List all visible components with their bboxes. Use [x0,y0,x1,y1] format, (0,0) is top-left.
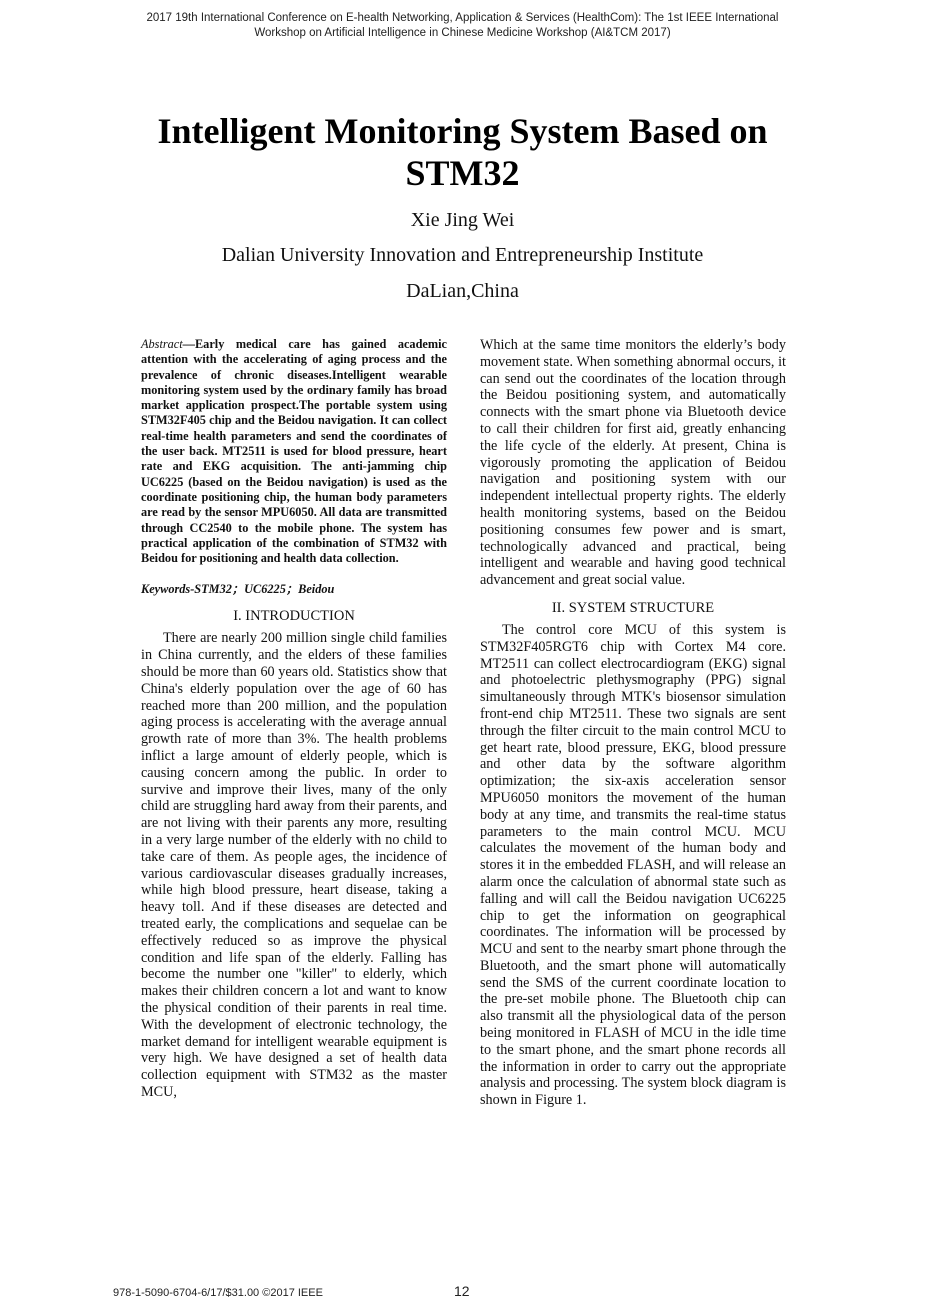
abstract [141,337,447,566]
section-heading-system-structure: II. SYSTEM STRUCTURE [551,599,715,616]
footer-isbn: 978-1-5090-6704-6/17/$31.00 ©2017 IEEE [113,1287,323,1299]
paper-title-line-2: STM32 [405,153,520,193]
keywords: Keywords-STM32；UC6225；Beidou [141,582,335,597]
introduction-paragraph-continued: Which at the same time monitors the elderly’s body movement state. When something abnormal occurs, it can send out the coordinates of the location through the Beidou positioning system, and automatically connects with the smart phone via Bluetooth device to call their children for first aid, greatly enhancing the life cycle of the elderly. At present, China is vigorously promoting the application of Beidou navigation and positioning system with our independent intellectual property rights. The elderly health monitoring systems, based on the Beidou positioning consumes few power and is smart, technologically advanced and practical, being intelligent and wearable and having good technical advancement and great social value. [480,337,786,589]
author-affiliation: Dalian University Innovation and Entrepreneurship Institute [221,244,704,266]
abstract-label: Abstract [141,337,183,351]
abstract-text: Early medical care has gained academic attention with the accelerating of aging process and the prevalence of chronic diseases.Intelligent wearable monitoring system used by the ordinary family has broad market application prospect.The portable system using STM32F405 chip and the Beidou navigation. It can collect real-time health parameters and send the coordinates of the user back. MT2511 is used for blood pressure, heart rate and EKG acquisition. The anti-jamming chip UC6225 (based on the Beidou navigation) is used as the coordinate positioning chip, the human body parameters are read by the sensor MPU6050. All data are transmitted through CC2540 to the mobile phone. The system has practical application of the combination of STM32 with Beidou for positioning and health data collection. [141,337,447,566]
section-heading-introduction: I. INTRODUCTION [233,608,355,625]
author-location: DaLian,China [406,280,519,302]
author-name: Xie Jing Wei [410,209,515,231]
introduction-paragraph: There are nearly 200 million single child families in China currently, and the elders of these families should be more than 60 years old. Statistics show that China's elderly population over the age of 60 has reached more than 200 million, and the population aging process is accelerating with the average annual growth rate of more than 3%. The health problems inflict a large amount of elderly people, which is causing concern among the public. In order to survive and improve their lives, many of the only child are struggling hard away from their parents, and are not living with their parents any more, resulting in a very large number of the elderly with no child to take care of them. As people ages, the incidence of various cardiovascular diseases gradually increases, while high blood pressure, heart disease, taking a heavy toll. And if these diseases are detected and treated early, the complications and sequelae can be effectively reduced so as improve the physical condition and life span of the elderly. Falling has become the number one "killer" to elderly, which makes their children concern a lot and want to know the physical condition of their parents in real time. With the development of electronic technology, the market demand for intelligent wearable equipment is very high. We have designed a set of health data collection equipment with STM32 as the master MCU, [141,630,447,1100]
left-column [141,337,447,1101]
conference-header-line-2: Workshop on Artificial Intelligence in Chinese Medicine Workshop (AI&TCM 2017) [254,27,671,39]
paper-title [60,110,865,194]
abstract-dash: — [182,337,195,351]
right-column [480,337,786,1109]
page-number: 12 [454,1283,470,1299]
system-structure-paragraph: The control core MCU of this system is STM32F405RGT6 chip with Cortex M4 core. MT2511 can collect electrocardiogram (EKG) signal and photoelectric plethysmography (PPG) signal simultaneously through MTK's biosensor simulation front-end chip MT2511. These two signals are sent through the filter circuit to the main control MCU to get heart rate, blood pressure, EKG, blood pressure and other data by the software algorithm optimization; the six-axis acceleration sensor MPU6050 monitors the movement of the human body at any time, and transmits the real-time status parameters to the main control MCU. MCU calculates the movement of the human body and stores it in the embedded FLASH, and will release an alarm once the calculation of abnormal state such as falling and will call the Beidou navigation UC6225 chip to get the information on geographical coordinates. The information will be processed by MCU and sent to the nearby smart phone through the Bluetooth, and the smart phone will automatically send the SMS of the current coordinate location to the pre-set mobile phone. The Bluetooth chip can also transmit all the physiological data of the person being monitored in FLASH of MCU in the idle time to the smart phone, and the smart phone records all the information in order to carry out the appropriate analysis and processing. The system block diagram is shown in Figure 1. [480,621,786,1109]
paper-title-line-1: Intelligent Monitoring System Based on [157,111,768,151]
conference-header [60,11,865,41]
conference-header-line-1: 2017 19th International Conference on E-health Networking, Application & Services (HealthCom): The 1st IEEE International [146,12,779,24]
